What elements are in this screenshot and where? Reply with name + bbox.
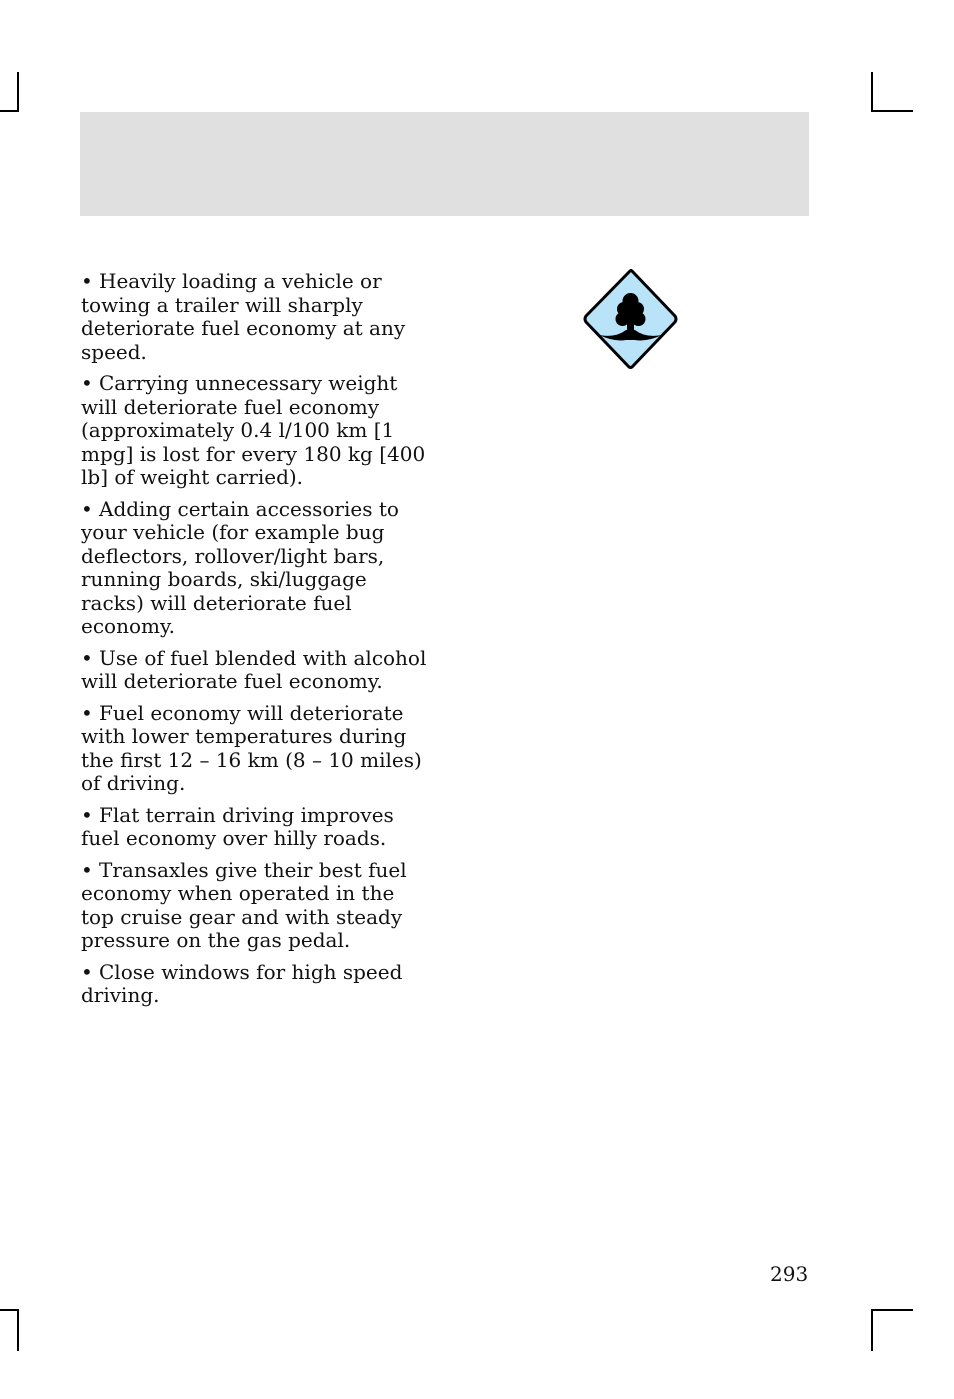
crop-mark-top-left-horizontal bbox=[0, 110, 19, 112]
header-band bbox=[80, 112, 809, 216]
crop-mark-bottom-right-vertical bbox=[871, 1309, 873, 1351]
bullet-marker: • bbox=[81, 802, 93, 827]
page-number: 293 bbox=[770, 1262, 809, 1286]
bullet-marker: • bbox=[81, 857, 93, 882]
list-item-text: Close windows for high speed driving. bbox=[81, 959, 403, 1007]
list-item-text: Adding certain accessories to your vehicle (for example bug deflectors, rollover/light bars, running boards, ski/luggage racks) will deteriorate fuel economy. bbox=[81, 496, 399, 638]
list-item bbox=[81, 859, 433, 953]
list-item-text: Flat terrain driving improves fuel economy over hilly roads. bbox=[81, 802, 394, 850]
bullet-marker: • bbox=[81, 269, 93, 293]
crop-mark-bottom-left-vertical bbox=[17, 1309, 19, 1351]
bullet-marker: • bbox=[81, 700, 93, 725]
crop-mark-bottom-right-horizontal bbox=[871, 1309, 913, 1311]
crop-mark-top-left-vertical bbox=[17, 72, 19, 112]
list-item bbox=[81, 702, 433, 796]
environment-tree-icon bbox=[580, 268, 681, 371]
list-item bbox=[81, 961, 433, 1008]
list-item-text: Transaxles give their best fuel economy when operated in the top cruise gear and with steady pressure on the gas pedal. bbox=[81, 857, 407, 952]
crop-mark-top-right-horizontal bbox=[871, 110, 913, 112]
list-item bbox=[81, 804, 433, 851]
list-item-text: Heavily loading a vehicle or towing a trailer will sharply deteriorate fuel economy at any speed. bbox=[81, 269, 406, 364]
bullet-marker: • bbox=[81, 645, 93, 670]
fuel-economy-tips-list bbox=[81, 270, 433, 1016]
list-item bbox=[81, 498, 433, 639]
list-item bbox=[81, 270, 433, 364]
crop-mark-top-right-vertical bbox=[871, 72, 873, 112]
bullet-marker: • bbox=[81, 959, 93, 984]
list-item bbox=[81, 372, 433, 490]
bullet-marker: • bbox=[81, 496, 93, 521]
list-item-text: Carrying unnecessary weight will deteriorate fuel economy (approximately 0.4 l/100 km [1 mpg] is lost for every 180 kg [400 lb] of weight carried). bbox=[81, 371, 426, 489]
bullet-marker: • bbox=[81, 371, 93, 395]
list-item bbox=[81, 647, 433, 694]
list-item-text: Fuel economy will deteriorate with lower temperatures during the first 12 – 16 km (8 – 10 miles) of driving. bbox=[81, 700, 422, 795]
list-item-text: Use of fuel blended with alcohol will deteriorate fuel economy. bbox=[81, 645, 427, 693]
